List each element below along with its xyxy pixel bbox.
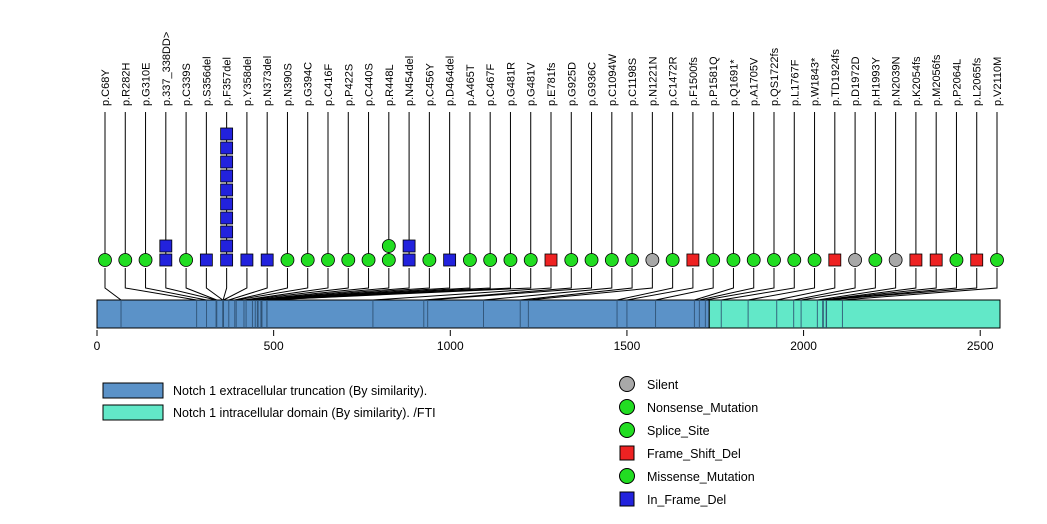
mutation-marker <box>160 240 172 252</box>
mutation-marker <box>950 254 963 267</box>
legend-swatch-mutation <box>620 492 634 506</box>
mutation-marker <box>200 254 212 266</box>
legend-swatch-mutation <box>620 377 635 392</box>
mutation-marker <box>808 254 821 267</box>
mutation-marker <box>747 254 760 267</box>
legend-label-mutation: Silent <box>647 378 679 392</box>
mutation-label: p.337_338DD> <box>160 31 173 106</box>
mutation-marker <box>484 254 497 267</box>
mutation-marker <box>342 254 355 267</box>
legend-label-mutation: In_Frame_Del <box>647 493 727 507</box>
mutation-label: p.C1198S <box>627 57 640 106</box>
mutation-marker <box>119 254 132 267</box>
mutation-marker <box>727 254 740 267</box>
mutation-marker <box>362 254 375 267</box>
legend-label-mutation: Splice_Site <box>647 424 710 438</box>
mutation-marker <box>991 254 1004 267</box>
mutation-marker <box>605 254 618 267</box>
mutation-label: p.C1094W <box>606 54 619 106</box>
mutation-label: p.C1472R <box>667 56 680 106</box>
axis-tick-label: 500 <box>263 339 284 353</box>
mutation-label: p.Q1691* <box>728 59 741 106</box>
mutation-label: p.G936C <box>586 61 599 106</box>
mutation-label: p.P422S <box>343 63 356 106</box>
position-axis <box>94 330 994 353</box>
mutation-marker <box>565 254 578 267</box>
mutation-marker <box>99 254 112 267</box>
mutation-marker <box>849 254 862 267</box>
mutation-marker <box>707 254 720 267</box>
mutation-marker <box>221 184 233 196</box>
mutation-marker <box>545 254 557 266</box>
mutation-label: p.F357del <box>221 57 234 106</box>
mutation-label: p.P1581Q <box>708 56 721 106</box>
mutation-marker <box>524 254 537 267</box>
mutation-marker <box>971 254 983 266</box>
mutation-label: p.G394C <box>302 61 315 106</box>
mutation-label: p.D1972D <box>850 56 863 106</box>
legend-swatch-domain <box>103 383 163 398</box>
mutation-marker <box>241 254 253 266</box>
mutation-label: p.N390S <box>282 63 295 106</box>
mutation-marker <box>261 254 273 266</box>
mutation-label: p.A1705V <box>748 57 761 106</box>
mutation-marker <box>221 142 233 154</box>
mutation-label: p.C456Y <box>424 63 437 106</box>
axis-tick-label: 2000 <box>790 339 817 353</box>
legend-swatch-mutation <box>620 423 635 438</box>
legend-swatch-mutation <box>620 446 634 460</box>
mutation-marker <box>768 254 781 267</box>
mutation-label: p.M2056fs <box>931 54 944 106</box>
mutation-marker <box>646 254 659 267</box>
domain-connectors <box>105 268 997 300</box>
mutation-label: p.C440S <box>363 63 376 106</box>
mutation-marker <box>930 254 942 266</box>
protein-domain <box>709 300 1000 328</box>
mutation-label: p.G481V <box>525 62 538 106</box>
mutation-marker <box>180 254 193 267</box>
mutation-marker <box>869 254 882 267</box>
mutation-marker <box>423 254 436 267</box>
axis-tick-label: 0 <box>93 339 101 353</box>
mutation-marker <box>382 240 395 253</box>
mutation-marker <box>139 254 152 267</box>
mutation-marker <box>403 240 415 252</box>
mutation-label: p.L1767F <box>789 59 802 106</box>
legend-swatch-mutation <box>620 469 635 484</box>
mutation-label: p.C339S <box>181 63 194 106</box>
legend-swatch-domain <box>103 405 163 420</box>
mutation-label: p.G310E <box>140 62 153 106</box>
mutation-marker <box>463 254 476 267</box>
mutation-label: p.G481R <box>505 61 518 106</box>
mutation-marker <box>382 254 395 267</box>
mutation-marker <box>788 254 801 267</box>
mutation-labels <box>100 32 1004 106</box>
legend-label-mutation: Nonsense_Mutation <box>647 401 759 415</box>
mutation-marker <box>403 254 415 266</box>
mutation-label: p.C416F <box>323 63 335 106</box>
mutation-stems <box>105 112 997 254</box>
mutation-marker <box>221 198 233 210</box>
axis-tick-label: 1500 <box>613 339 641 353</box>
mutation-label: p.N373del <box>262 55 275 106</box>
mutation-label: p.K2054fs <box>910 56 923 106</box>
legend-label-domain: Notch 1 intracellular domain (By similarity). /FTI <box>173 406 436 420</box>
mutation-label: p.R448L <box>383 64 396 106</box>
mutation-label: p.P2064L <box>951 58 964 106</box>
mutation-label: p.N454del <box>404 55 417 106</box>
mutation-label: p.H1993Y <box>870 57 883 106</box>
mutation-label: p.Y358del <box>241 56 254 106</box>
mutation-marker <box>687 254 699 266</box>
mutation-label: p.QS1722fs <box>769 47 781 106</box>
mutation-label: p.R282H <box>120 62 133 106</box>
mutation-marker <box>221 156 233 168</box>
mutation-marker <box>910 254 922 266</box>
legend <box>103 377 758 508</box>
mutation-label: p.V2110M <box>992 56 1004 106</box>
mutation-marker <box>221 170 233 182</box>
mutation-marker <box>160 254 172 266</box>
axis-tick-label: 1000 <box>436 339 464 353</box>
mutation-label: p.C68Y <box>100 69 112 106</box>
mutation-marker <box>444 254 456 266</box>
mutation-marker <box>301 254 314 267</box>
mutation-label: p.W1843* <box>809 57 822 106</box>
mutation-label: p.S356del <box>201 56 214 106</box>
mutation-marker <box>221 254 233 266</box>
mutation-marker <box>221 226 233 238</box>
mutation-marker <box>626 254 639 267</box>
mutation-marker <box>585 254 598 267</box>
mutation-markers <box>99 254 1004 267</box>
legend-label-mutation: Frame_Shift_Del <box>647 447 741 461</box>
mutation-label: p.L2065fs <box>971 57 984 106</box>
mutation-marker <box>221 212 233 224</box>
mutation-label: p.G925D <box>566 61 579 106</box>
legend-label-domain: Notch 1 extracellular truncation (By similarity). <box>173 384 428 398</box>
mutation-label: p.D464del <box>444 55 457 106</box>
mutation-label: p.E781fs <box>546 62 558 106</box>
mutation-label: p.F1500fs <box>687 57 700 106</box>
mutation-label: p.A465T <box>464 64 477 106</box>
mutation-marker <box>889 254 902 267</box>
mutation-marker <box>829 254 841 266</box>
legend-swatch-mutation <box>620 400 635 415</box>
mutation-label: p.N2039N <box>890 56 903 106</box>
mutation-label: p.C467F <box>485 63 498 106</box>
mutation-marker <box>322 254 335 267</box>
protein-domains <box>97 300 1000 328</box>
mutation-marker <box>504 254 517 267</box>
mutation-marker <box>221 240 233 252</box>
mutation-label: p.N1221N <box>647 56 660 106</box>
mutation-marker <box>281 254 294 267</box>
mutation-marker <box>221 128 233 140</box>
mutation-marker <box>666 254 679 267</box>
legend-label-mutation: Missense_Mutation <box>647 470 755 484</box>
mutation-label: p.TD1924fs <box>829 49 842 106</box>
axis-tick-label: 2500 <box>966 339 994 353</box>
